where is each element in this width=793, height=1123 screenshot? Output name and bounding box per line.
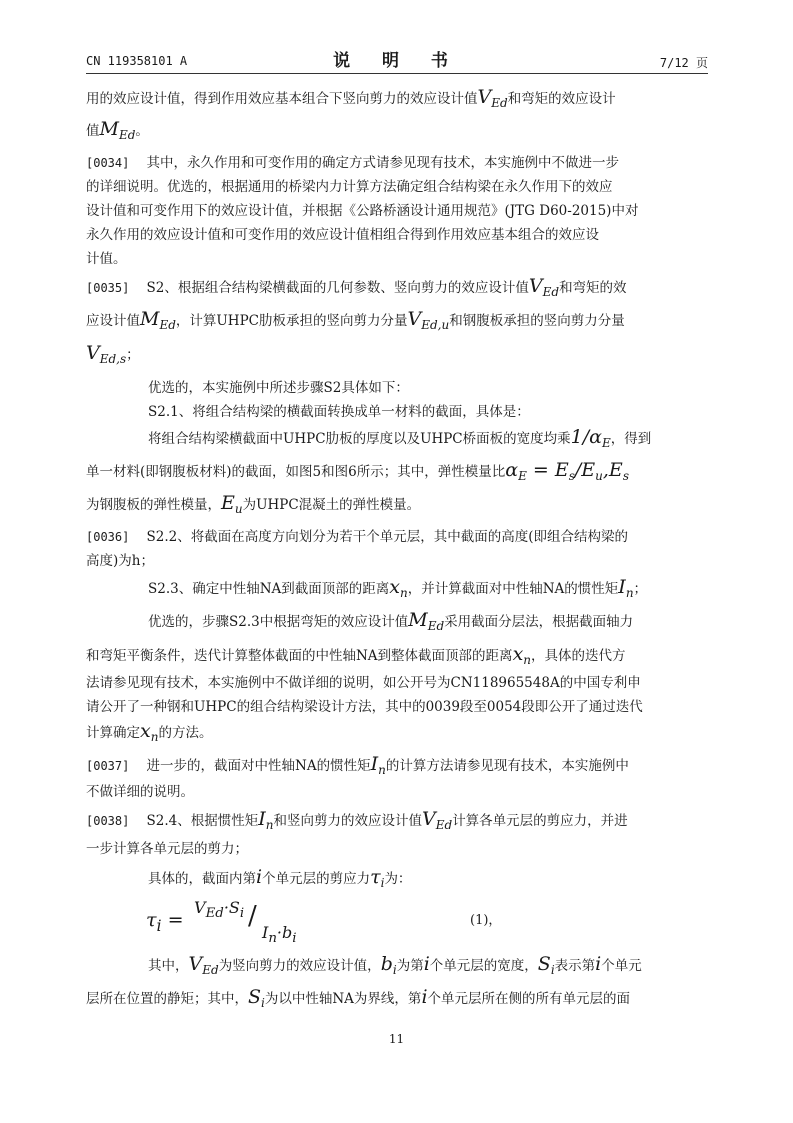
text-line: 计算确定$x_n$的方法。	[86, 720, 213, 744]
math-b-i: $b_i$	[380, 953, 397, 977]
text-line: 不做详细的说明。	[86, 784, 194, 800]
text-line: 为钢腹板的弹性模量，$E_u$为UHPC混凝土的弹性模量。	[86, 492, 421, 516]
math-V-Ed: $V_{Ed}$	[477, 86, 508, 110]
document-title: 说 明 书	[333, 51, 461, 71]
text-line: 层所在位置的静矩；其中，$S_i$为以中性轴NA为界线，第i个单元层所在侧的所有单元层的面	[86, 986, 631, 1010]
text-line: 一步计算各单元层的剪力；	[86, 841, 248, 857]
text-line: 的详细说明。优选的，根据通用的桥梁内力计算方法确定组合结构梁在永久作用下的效应	[86, 179, 613, 195]
math-I-n: $I_n$	[370, 753, 386, 777]
math-tau-i: $\tau_i$	[370, 866, 385, 890]
page-header	[86, 46, 708, 74]
text-line: 优选的，步骤S2.3中根据弯矩的效应设计值$M_{Ed}$采用截面分层法，根据截面轴力	[148, 609, 634, 633]
text-line: S2.1、将组合结构梁的横截面转换成单一材料的截面，具体是：	[148, 404, 530, 420]
paragraph-number: [0034]	[86, 156, 130, 170]
math-V-Ed: $V_{Ed}$	[528, 275, 560, 299]
shear-stress-formula	[146, 895, 566, 955]
math-M-Ed: $M_{Ed}$	[99, 118, 136, 142]
text-line: 高度)为h；	[86, 553, 154, 569]
paragraph-0038-line: [0038] S2.4、根据惯性矩$I_n$和竖向剪力的效应设计值$V_{Ed}$计算各单元层的剪应力，并进	[86, 808, 628, 832]
math-S-i: $S_i$	[248, 986, 265, 1010]
math-i: i	[421, 986, 428, 1008]
math-V-Ed: $V_{Ed}$	[422, 808, 453, 832]
text-line: 值$M_{Ed}$。	[86, 118, 149, 142]
formula-numerator: $V_{Ed}\cdot S_i$	[194, 898, 245, 922]
text-line: 永久作用的效应设计值和可变作用的效应设计值相组合得到作用效应基本组合的效应设	[86, 227, 599, 243]
math-modulus-ratio: $\alpha_E = E_s/E_u,E_s$	[505, 459, 629, 483]
math-x-n: $x_n$	[389, 576, 408, 600]
text-line: 用的效应设计值，得到作用效应基本组合下竖向剪力的效应设计值$V_{Ed}$和弯矩的效应设计	[86, 86, 616, 110]
text-line: 设计值和可变作用下的效应设计值，并根据《公路桥涵设计通用规范》(JTG D60-2015)中对	[86, 203, 639, 219]
text-line: 具体的，截面内第i个单元层的剪应力$\tau_i$为：	[148, 866, 412, 890]
paragraph-0037-line: [0037] 进一步的，截面对中性轴NA的惯性矩$I_n$的计算方法请参见现有技术，本实施例中	[86, 753, 629, 777]
math-M-Ed: $M_{Ed}$	[140, 308, 176, 332]
math-inverse-alpha: $1/\alpha_E$	[570, 426, 611, 450]
math-E-u: $E_u$	[221, 492, 243, 516]
text-line: 计值。	[86, 251, 127, 267]
math-M-Ed: $M_{Ed}$	[408, 609, 445, 633]
paragraph-number: [0038]	[86, 814, 130, 828]
math-x-n: $x_n$	[512, 643, 532, 667]
text-line: 和弯矩平衡条件，迭代计算整体截面的中性轴NA到整体截面顶部的距离$x_n$，具体的迭代方	[86, 643, 626, 667]
math-V-Ed: $V_{Ed}$	[188, 953, 219, 977]
text-line: 请公开了一种钢和UHPC的组合结构梁设计方法，其中的0039段至0054段即公开了通过迭代	[86, 699, 643, 715]
patent-number: CN 119358101 A	[86, 54, 188, 68]
paragraph-number: [0036]	[86, 530, 130, 544]
math-V-Ed-s: $V_{Ed,s}$	[86, 342, 127, 366]
paragraph-number: [0035]	[86, 281, 130, 295]
paragraph-0034-line: [0034] 其中，永久作用和可变作用的确定方式请参见现有技术，本实施例中不做进一步	[86, 155, 620, 171]
text-line: 将组合结构梁横截面中UHPC肋板的厚度以及UHPC桥面板的宽度均乘$1/\alpha_E$，得到	[148, 426, 652, 450]
page-number: 11	[388, 1032, 405, 1046]
text-line: 其中，$V_{Ed}$为竖向剪力的效应设计值，$b_i$为第i个单元层的宽度，$S_i$表示第i个单元	[148, 953, 642, 977]
formula-slash: /	[248, 901, 257, 931]
math-i: i	[256, 866, 263, 888]
header-rule	[86, 73, 708, 74]
math-S-i: $S_i$	[537, 953, 555, 977]
text-line: 单一材料(即钢腹板材料)的截面，如图5和图6所示；其中，弹性模量比$\alpha_E = E_s/E_u,E_s$	[86, 459, 629, 483]
paragraph-number: [0037]	[86, 759, 130, 773]
math-i: i	[423, 953, 430, 975]
text-line: S2.3、确定中性轴NA到截面顶部的距离$x_n$，并计算截面对中性轴NA的惯性矩$I_n$；	[148, 576, 648, 600]
text-line: 优选的，本实施例中所述步骤S2具体如下：	[148, 380, 409, 396]
text-line: 应设计值$M_{Ed}$，计算UHPC肋板承担的竖向剪力分量$V_{Ed,u}$和钢腹板承担的竖向剪力分量	[86, 308, 625, 332]
formula-lhs: $\tau_i$ =	[146, 909, 184, 935]
math-I-n: $I_n$	[618, 576, 634, 600]
formula-number: (1)，	[470, 913, 502, 928]
math-V-Ed-u: $V_{Ed,u}$	[407, 308, 450, 332]
page-counter: 7/12 页	[659, 56, 708, 70]
text-line: 法请参见现有技术，本实施例中不做详细的说明，如公开号为CN118965548A的中国专利申	[86, 675, 641, 691]
paragraph-0036-line: [0036] S2.2、将截面在高度方向划分为若干个单元层，其中截面的高度(即组合结构梁的	[86, 529, 629, 545]
paragraph-0035-line: [0035] S2、根据组合结构梁横截面的几何参数、竖向剪力的效应设计值$V_{Ed}$和弯矩的效	[86, 275, 627, 299]
text-line: $V_{Ed,s}$；	[86, 342, 140, 366]
math-I-n: $I_n$	[258, 808, 274, 832]
math-x-n: $x_n$	[140, 720, 159, 744]
formula-denominator: $I_n\cdot b_i$	[262, 923, 297, 947]
math-i: i	[595, 953, 602, 975]
